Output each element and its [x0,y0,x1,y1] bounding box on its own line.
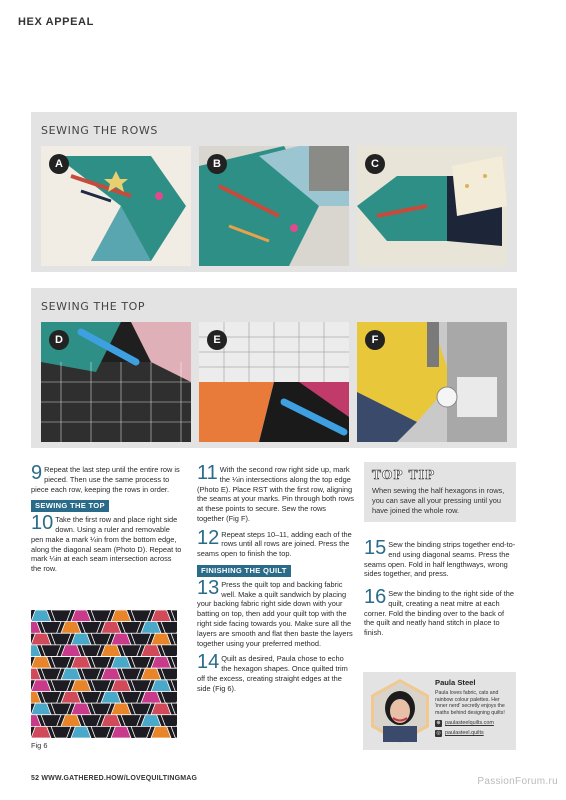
designer-profile [363,672,516,750]
photo-label-badge: C [365,154,385,174]
photo-label-badge: F [365,330,385,350]
step-text: Repeat steps 10–11, adding each of the rows until all rows are joined. Press the seams open to finish the top. [197,529,352,559]
step-13 [197,576,355,648]
photo-e [199,322,349,442]
photo-c [357,146,507,266]
footer-url: WWW.GATHERED.HOW/LOVEQUILTINGMAG [41,775,198,782]
photo-d [41,322,191,442]
step-12 [197,526,355,559]
profile-text [435,678,513,737]
designer-name: Paula Steel [435,678,476,687]
section-header: HEX APPEAL [18,16,94,28]
step-text: Sew the binding strips together end-to-end using diagonal seams. Press the seams open. Fold in half lengthways, wrong sides together, and press. [364,540,516,579]
sewing-top-panel [31,288,517,448]
step-number: 11 [197,462,218,484]
figure-caption: Fig 6 [31,741,48,750]
step-number: 16 [364,586,387,609]
page-number: 52 [31,775,40,782]
photo-label-badge: D [49,330,69,350]
step-text: Repeat the last step until the entire row is pieced. Then use the same process to piece each row, keeping the rows in order. [31,465,180,494]
step-10 [31,512,183,574]
website-link[interactable] [435,720,513,727]
step-text: Sew the binding to the right side of the quilt, creating a neat mitre at each corner. Fold the binding over to the back of the quilt and neatly hand stitch in place to finish. [364,589,514,638]
panel-title: SEWING THE ROWS [41,124,158,137]
step-number: 12 [197,526,220,549]
tip-title: TOP TIP [372,468,436,482]
watermark: PassionForum.ru [477,776,558,787]
globe-icon: ⊕ [436,719,441,726]
photo-label-badge: A [49,154,69,174]
step-11 [197,462,355,524]
text-column-3 [364,537,516,644]
step-number: 13 [197,576,220,599]
instagram-text: paulasteel.quilts [445,729,484,736]
step-number: 15 [364,537,387,559]
step-9 [31,462,183,494]
photo-b [199,146,349,266]
quilt-figure [31,610,177,738]
page-footer [31,775,197,782]
text-column-2 [197,462,355,699]
website-text: paulasteelquilts.com [445,719,494,726]
photo-a [41,146,191,266]
panel-title: SEWING THE TOP [41,300,146,313]
sewing-rows-panel [31,112,517,272]
step-text: Quilt as desired, Paula chose to echo the hexagon shapes. Once quilted trim off the excess, creating straight edges at the side (Fig 6). [197,654,348,693]
step-text: Press the quilt top and backing fabric well. Make a quilt sandwich by placing your backing fabric right side down with your batting on top, then add your quilt top with the right side facing towards you. Make sure all the layers are smooth and flat then baste the layers together using your preferred method. [197,579,353,648]
top-tip-box [364,462,516,522]
designer-photo [369,678,431,744]
quilt-illustration [31,610,177,738]
step-text: With the second row right side up, mark the ¼in intersections along the top edge (Photo E). Place RST with the first row, aligning the seams at your marks. Pin through both rows at these points to secure. Sew the rows together (Fig F). [197,465,354,523]
photo-label-badge: E [207,330,227,350]
photo-label-badge: B [207,154,227,174]
section-heading: SEWING THE TOP [31,500,109,512]
instagram-icon: ◎ [436,729,441,736]
tip-body: When sewing the half hexagons in rows, you can save all your pressing until you have joined the whole row. [372,486,505,515]
designer-bio: Paula loves fabric, cats and rainbow colour palettes. Her 'inner nerd' secretly enjoys the maths behind designing quilts! [435,689,505,717]
step-text: Take the first row and place right side down. Using a ruler and removable pen make a mark ¼in from the bottom edge, along the diagonal seam (Photo D). Repeat to mark ¼in at each seam intersection across the row. [31,515,182,574]
step-16 [364,586,516,638]
step-number: 14 [197,651,220,674]
step-number: 10 [31,512,54,535]
step-15 [364,537,516,579]
text-column-1 [31,462,183,580]
section-heading: FINISHING THE QUILT [197,565,291,577]
instagram-link[interactable] [435,730,513,737]
step-number: 9 [31,462,43,484]
step-14 [197,651,355,693]
photo-f [357,322,507,442]
